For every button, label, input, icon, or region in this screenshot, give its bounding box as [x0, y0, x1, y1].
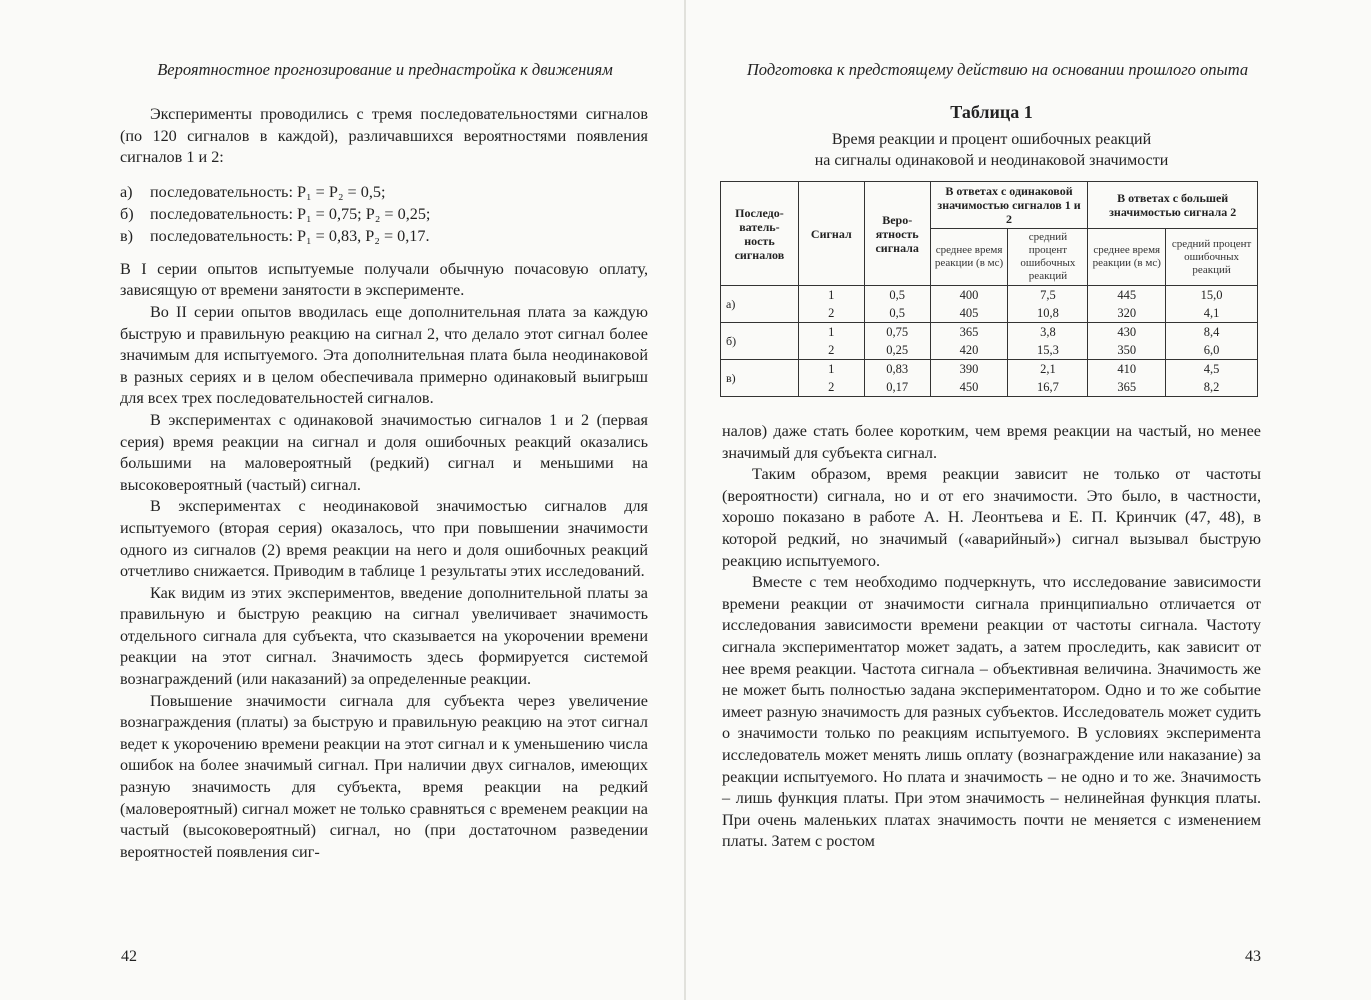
cell-eq-errors: 16,7 [1008, 378, 1088, 397]
subheader-time: среднее время реакции (в мс) [930, 229, 1008, 286]
cell-eq-errors: 15,3 [1008, 341, 1088, 360]
list-marker: б) [120, 204, 134, 223]
table-row [721, 341, 1258, 360]
subheader-errors: средний процент ошибочных реакций [1008, 229, 1088, 286]
cell-eq-time: 400 [930, 286, 1008, 305]
cell-probability: 0,83 [864, 360, 930, 379]
cell-eq-time: 450 [930, 378, 1008, 397]
cell-probability: 0,17 [864, 378, 930, 397]
cell-signal: 1 [798, 360, 864, 379]
cell-gr-time: 365 [1088, 378, 1166, 397]
left-page [0, 0, 684, 1000]
list-marker: а) [120, 182, 133, 201]
cell-eq-time: 365 [930, 323, 1008, 342]
cell-eq-time: 405 [930, 304, 1008, 323]
header-probability: Веро-ятность сигнала [864, 182, 930, 286]
cell-eq-time: 420 [930, 341, 1008, 360]
paragraph: Во II серии опытов вводилась еще дополнительная плата за каждую быструю и правильную реакцию на сигнал 2, что делало этот сигнал более значимым для испытуемого. Эта дополнительная плата была неодинаковой в разных сериях и в целом обеспечивала примерно одинаковый выигрыш для всех трех последовательностей сигналов. [120, 302, 648, 408]
list-item [120, 181, 648, 203]
cell-signal: 1 [798, 323, 864, 342]
page-number: 43 [1245, 948, 1261, 965]
cell-signal: 1 [798, 286, 864, 305]
paragraph: Эксперименты проводились с тремя последовательностями сигналов (по 120 сигналов в каждой), различавшихся вероятностями появления сигналов 1 и 2: [120, 105, 648, 167]
cell-eq-errors: 7,5 [1008, 286, 1088, 305]
cell-eq-time: 390 [930, 360, 1008, 379]
table-header-row [721, 182, 1258, 229]
paragraph: Вместе с тем необходимо подчеркнуть, что исследование зависимости времени реакции от значимости сигнала принципиально отличается от исследования зависимости времени реакции от частоты сигнала. Частоту сигнала экспериментатор может задать, а затем проследить, как зависит от нее время реакции. Частота сигнала – объективная величина. Значимость же не может быть полностью задана экспериментатором. Одно и то же событие имеет разную значимость для разных субъектов. Исследователь может судить о значимости только по реакциям испытуемого. В условиях эксперимента исследователь может менять лишь оплату (вознаграждение или наказание) за реакции испытуемого. Но плата и значимость – не одно и то же. Значимость – лишь функция платы. При этом значимость – нелинейная функция платы. При очень маленьких платах значимость почти не меняется с изменением платы. Затем с ростом [722, 573, 1261, 851]
cell-gr-errors: 8,4 [1166, 323, 1258, 342]
header-sequence: Последо-ватель-ность сигналов [721, 182, 799, 286]
cell-gr-errors: 15,0 [1166, 286, 1258, 305]
paragraph: Повышение значимости сигнала для субъекта через увеличение вознаграждения (платы) за быструю и правильную реакцию на этот сигнал ведет к укорочению времени реакции на этот сигнал и к уменьшению числа ошибок на более значимый сигнал. При наличии двух сигналов, имеющих разную значимость для субъекта, время реакции на редкий (маловероятный) сигнал может не только сравняться с временем реакции на частый (высоковероятный) сигнал, но (при достаточном разведении вероятностей появления сиг- [120, 691, 648, 861]
right-page [686, 0, 1371, 1000]
header-group-equal: В ответах с одинаковой значимостью сигналов 1 и 2 [930, 182, 1088, 229]
cell-gr-errors: 8,2 [1166, 378, 1258, 397]
cell-eq-errors: 2,1 [1008, 360, 1088, 379]
cell-signal: 2 [798, 378, 864, 397]
cell-signal: 2 [798, 341, 864, 360]
subheader-time: среднее время реакции (в мс) [1088, 229, 1166, 286]
cell-sequence: б) [721, 323, 799, 360]
list-text: последовательность: P₁ = P₂ = 0,5; [150, 182, 386, 201]
cell-gr-time: 410 [1088, 360, 1166, 379]
list-item [120, 225, 648, 247]
page-number: 42 [121, 948, 137, 965]
subheader-errors: средний процент ошибочных реакций [1166, 229, 1258, 286]
paragraph: Как видим из этих экспериментов, введение дополнительной платы за правильную и быструю реакцию на сигнал увеличивает значимость отдельного сигнала для субъекта, что сказывается на укорочении времени реакции на этот сигнал. Значимость здесь формируется системой вознаграждений (или наказаний) за определенные реакции. [120, 583, 648, 689]
table-title: Таблица 1 [950, 102, 1033, 122]
results-table [720, 181, 1258, 397]
cell-eq-errors: 3,8 [1008, 323, 1088, 342]
cell-gr-errors: 6,0 [1166, 341, 1258, 360]
table-caption [722, 129, 1261, 171]
cell-sequence: а) [721, 286, 799, 323]
cell-gr-time: 430 [1088, 323, 1166, 342]
paragraph: налов) даже стать более коротким, чем время реакции на частый, но менее значимый для субъекта сигнал. [722, 422, 1261, 462]
cell-eq-errors: 10,8 [1008, 304, 1088, 323]
table-row [721, 378, 1258, 397]
cell-sequence: в) [721, 360, 799, 397]
list-item [120, 203, 648, 225]
cell-gr-errors: 4,1 [1166, 304, 1258, 323]
header-group-greater: В ответах с большей значимостью сигнала 2 [1088, 182, 1258, 229]
table-row [721, 304, 1258, 323]
cell-gr-time: 350 [1088, 341, 1166, 360]
sequence-list [120, 181, 648, 247]
paragraph: В экспериментах с одинаковой значимостью сигналов 1 и 2 (первая серия) время реакции на сигнал и доля ошибочных реакций оказались большими на маловероятный (редкий) сигнал и меньшими на высоковероятный (частый) сигнал. [120, 410, 648, 494]
list-marker: в) [120, 226, 134, 245]
cell-gr-errors: 4,5 [1166, 360, 1258, 379]
body-text [120, 104, 648, 863]
running-head: Подготовка к предстоящему действию на основании прошлого опыта [746, 60, 1249, 79]
list-text: последовательность: P₁ = 0,75; P₂ = 0,25; [150, 204, 431, 223]
paragraph: Таким образом, время реакции зависит не только от частоты (вероятности) сигнала, но и от его значимости. Это было, в частности, хорошо показано в работе А. Н. Леонтьева и Е. П. Кринчик (47, 48), в которой редкий, но значимый («аварийный») сигнал вызывал быструю реакцию испытуемого. [722, 465, 1261, 570]
cell-probability: 0,5 [864, 304, 930, 323]
body-text [722, 421, 1261, 853]
table-row [721, 286, 1258, 305]
paragraph: В I серии опытов испытуемые получали обычную почасовую оплату, зависящую от времени занятости в эксперименте. [120, 259, 648, 300]
table-caption-line: Время реакции и процент ошибочных реакций [831, 131, 1152, 148]
cell-signal: 2 [798, 304, 864, 323]
cell-gr-time: 320 [1088, 304, 1166, 323]
running-head: Вероятностное прогнозирование и преднастройка к движениям [157, 60, 613, 79]
cell-probability: 0,5 [864, 286, 930, 305]
table-row [721, 360, 1258, 379]
header-signal: Сигнал [798, 182, 864, 286]
paragraph: В экспериментах с неодинаковой значимостью сигналов для испытуемого (вторая серия) оказалось, что при повышении значимости одного из сигналов (2) время реакции на него и доля ошибочных реакций отчетливо снижается. Приводим в таблице 1 результаты этих исследований. [120, 497, 648, 581]
list-text: последовательность: P₁ = 0,83, P₂ = 0,17. [150, 226, 430, 245]
cell-probability: 0,25 [864, 341, 930, 360]
table-caption-line: на сигналы одинаковой и неодинаковой значимости [814, 152, 1169, 169]
cell-probability: 0,75 [864, 323, 930, 342]
table-row [721, 323, 1258, 342]
cell-gr-time: 445 [1088, 286, 1166, 305]
